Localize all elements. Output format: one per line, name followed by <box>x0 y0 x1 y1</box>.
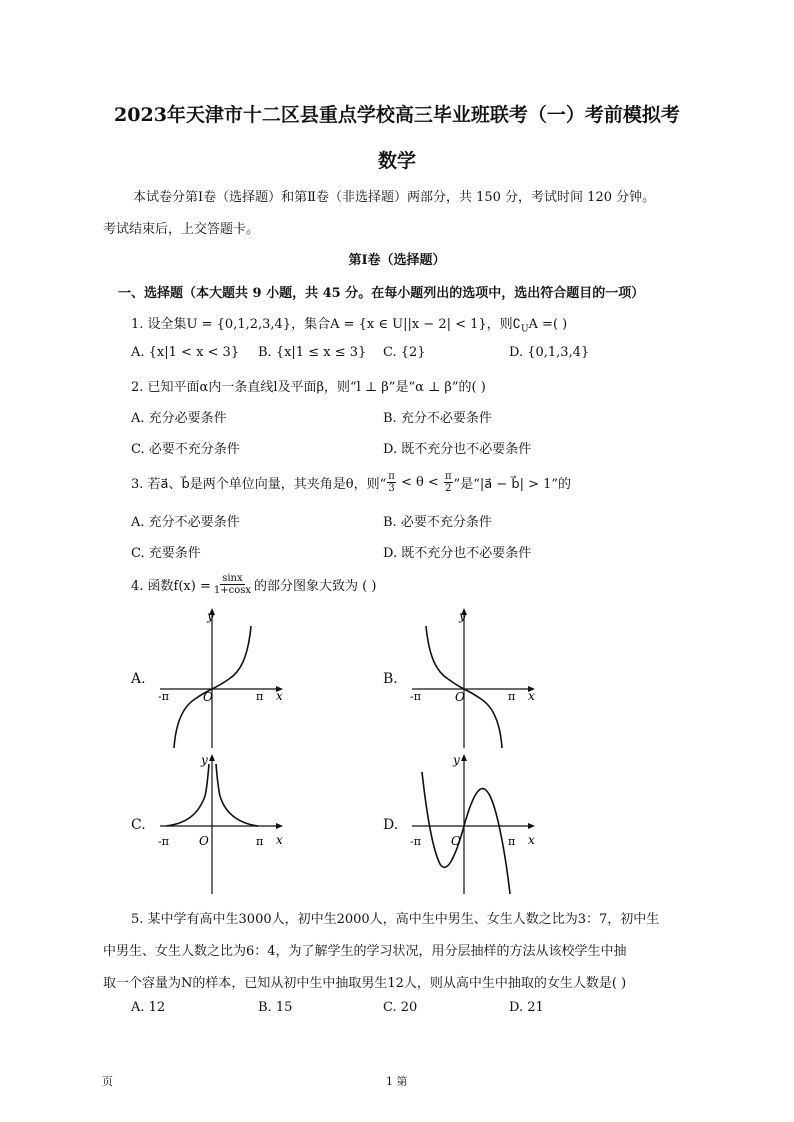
question-5-line-1: 5. 某中学有高中生3000人，初中生2000人，高中生中男生、女生人数之比为3：7，初中生 <box>131 912 660 927</box>
q4-stem-a: 4. 函数f(x) = <box>131 579 211 594</box>
q3-option-b: B. 必要不充分条件 <box>383 515 492 530</box>
graph-a-pi-label: π <box>256 690 264 703</box>
intro-line-2: 考试结束后，上交答题卡。 <box>103 222 260 237</box>
q5-option-d: D. 21 <box>509 1000 544 1015</box>
section-title: 第Ⅰ卷（选择题） <box>348 253 446 268</box>
q1-option-d: D. {0,1,3,4} <box>509 345 590 360</box>
graph-c-curve-right <box>216 764 258 826</box>
graph-d-x-arrow <box>528 823 535 829</box>
q2-option-d: D. 既不充分也不必要条件 <box>383 442 532 457</box>
graph-d-y-arrow <box>461 754 467 761</box>
graph-d-x-label: x <box>528 833 535 847</box>
q5-option-c: C. 20 <box>383 1000 418 1015</box>
q3-option-c: C. 充要条件 <box>131 546 201 561</box>
subject-title: 数学 <box>377 150 416 172</box>
q5-option-b: B. 15 <box>258 1000 293 1015</box>
page-number: 1 第 <box>386 1075 408 1088</box>
graph-b-origin-label: O <box>455 690 465 704</box>
q3-option-d: D. 既不充分也不必要条件 <box>383 546 532 561</box>
q1-option-a: A. {x|1 < x < 3} <box>131 345 240 360</box>
graph-a-x-label: x <box>276 689 283 703</box>
q3-stem-b: ”是“|a⃗ − b⃗| > 1”的 <box>453 477 572 492</box>
q1-option-c: C. {2} <box>383 345 426 360</box>
graph-c-curve-left <box>166 764 209 826</box>
q5-option-a: A. 12 <box>131 1000 166 1015</box>
footer-left: 页 <box>102 1075 113 1088</box>
q4-fraction <box>214 573 251 596</box>
q1-stem-text: 1. 设全集U = {0,1,2,3,4}，集合A = {x ∈ U||x − 2| < 1}，则∁ <box>131 317 521 332</box>
graph-option-d <box>402 748 542 896</box>
q3-option-a: A. 充分不必要条件 <box>131 515 240 530</box>
graph-c-pi-label: π <box>256 835 264 848</box>
question-1-stem <box>131 313 567 335</box>
q3-frac-2-num: π <box>444 471 452 482</box>
q4-option-a-label: A. <box>131 671 146 687</box>
graph-d-origin-label: O <box>451 834 461 848</box>
q2-option-b: B. 充分不必要条件 <box>383 411 492 426</box>
graph-d-curve <box>422 772 510 894</box>
q4-frac-num: sinx <box>222 573 243 584</box>
graph-a-neg-pi-label: -π <box>158 690 169 703</box>
question-5-line-3: 取一个容量为N的样本，已知从初中生中抽取男生12人，则从高中生中抽取的女生人数是( ) <box>103 976 627 991</box>
graph-d-neg-pi-label: -π <box>410 835 421 848</box>
graph-b-y-label: y <box>459 609 466 623</box>
graph-option-a <box>150 600 290 752</box>
q1-stem-end: A =( ) <box>528 317 568 332</box>
graph-d-pi-label: π <box>508 835 516 848</box>
graph-c-y-label: y <box>201 753 208 767</box>
q4-option-c-label: C. <box>131 817 146 833</box>
graph-a-origin-label: O <box>203 690 213 704</box>
question-2-stem: 2. 已知平面α内一条直线l及平面β，则“l ⊥ β”是“α ⊥ β”的( ) <box>131 380 486 395</box>
exam-title: 2023年天津市十二区县重点学校高三毕业班联考（一）考前模拟考 <box>114 104 680 126</box>
q3-frac-1 <box>387 471 396 494</box>
question-4-stem <box>131 573 376 596</box>
intro-line-1: 本试卷分第Ⅰ卷（选择题）和第Ⅱ卷（非选择题）两部分，共 150 分，考试时间 120 分钟。 <box>133 190 656 205</box>
part-heading: 一、选择题（本大题共 9 小题，共 45 分。在每小题列出的选项中，选出符合题目的一项） <box>118 286 645 301</box>
q3-mid: < θ < <box>396 475 443 490</box>
q3-frac-2-den: 2 <box>445 483 452 494</box>
graph-option-c <box>150 748 290 896</box>
graph-a-y-label: y <box>207 609 214 623</box>
q4-option-d-label: D. <box>383 817 399 833</box>
q4-frac-den: 1+cosx <box>213 585 251 596</box>
q4-option-b-label: B. <box>383 671 398 687</box>
q2-option-c: C. 必要不充分条件 <box>131 442 240 457</box>
graph-b-pi-label: π <box>508 690 516 703</box>
graph-d-y-label: y <box>453 753 460 767</box>
graph-b-neg-pi-label: -π <box>410 690 421 703</box>
graph-c-y-arrow <box>209 754 215 761</box>
q3-stem-a: 3. 若a⃗、b⃗是两个单位向量，其夹角是θ，则“ <box>131 477 387 492</box>
q3-frac-1-num: π <box>388 471 395 482</box>
graph-c-origin-label: O <box>199 834 209 848</box>
q1-stem-sub: U <box>520 324 529 335</box>
question-3-stem <box>131 471 571 494</box>
graph-c-neg-pi-label: -π <box>158 835 169 848</box>
question-5-line-2: 中男生、女生人数之比为6：4，为了解学生的学习状况，用分层抽样的方法从该校学生中抽 <box>103 944 627 959</box>
q4-stem-b: 的部分图象大致为 ( ) <box>254 579 377 594</box>
graph-c-x-arrow <box>276 823 283 829</box>
q2-option-a: A. 充分必要条件 <box>131 411 227 426</box>
q3-frac-2 <box>444 471 453 494</box>
graph-c-x-label: x <box>276 833 283 847</box>
q3-frac-1-den: 3 <box>388 483 395 494</box>
graph-option-b <box>402 600 542 752</box>
q1-option-b: B. {x|1 ≤ x ≤ 3} <box>258 345 367 360</box>
graph-b-x-label: x <box>528 689 535 703</box>
